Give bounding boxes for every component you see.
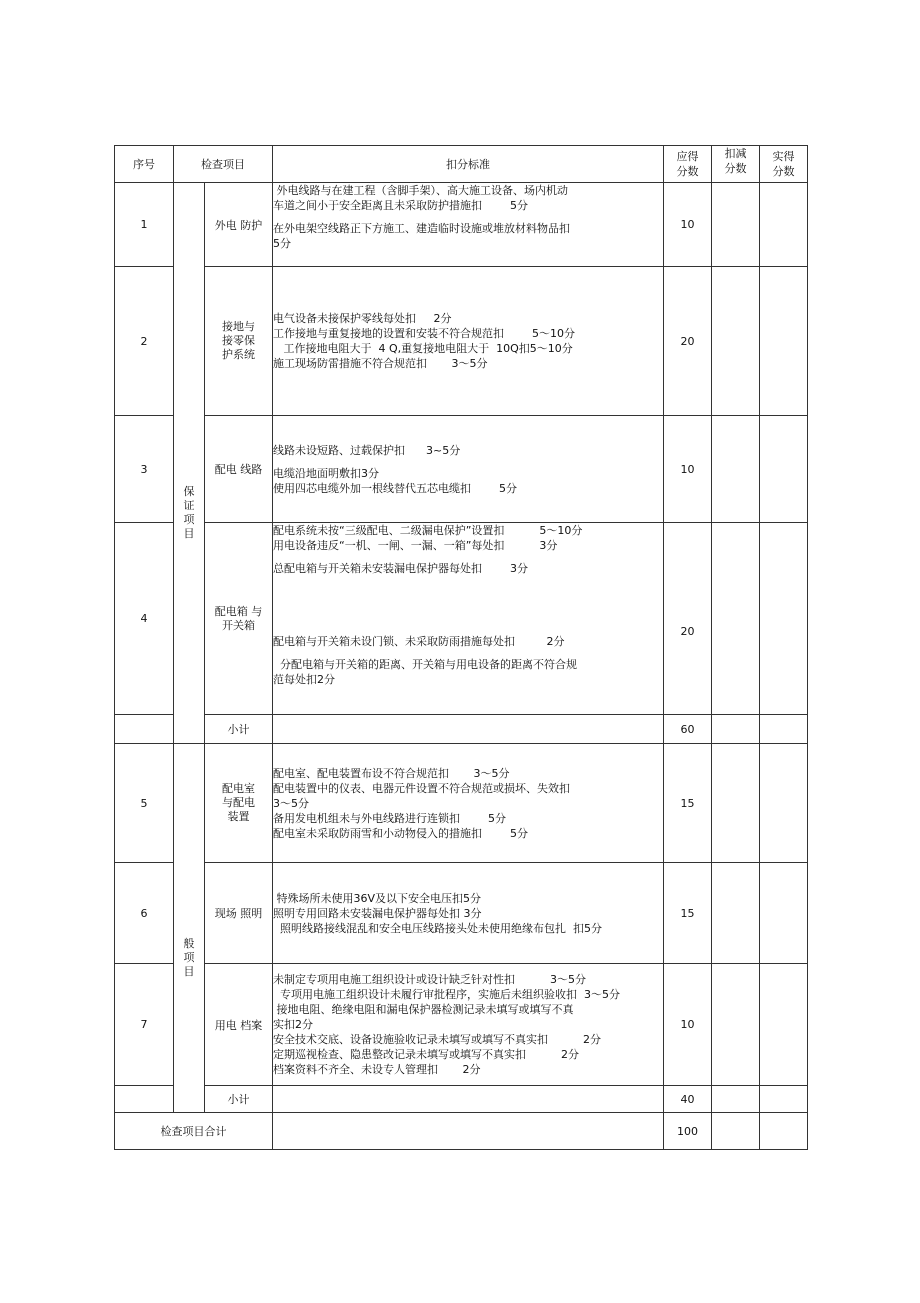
total-label: 检查项目合计 [115, 1113, 273, 1150]
standard-line: 外电线路与在建工程（含脚手架）、高大施工设备、场内机动 [273, 184, 568, 197]
standard-line: 5分 [273, 237, 291, 250]
category-char: 般 [183, 937, 195, 950]
row-seq: 7 [115, 964, 174, 1086]
table-row [115, 523, 808, 715]
row-actual-score [760, 267, 808, 416]
subtotal-row [115, 1086, 808, 1113]
header-seq: 序号 [115, 146, 174, 183]
item-line: 与配电 [222, 796, 255, 809]
item-line: 装置 [227, 810, 250, 823]
row-item: 外电 防护 [205, 183, 273, 267]
standard-line: 备用发电机组未与外电线路进行连锁扣 5分 [273, 811, 506, 825]
header-check-item: 检查项目 [174, 146, 273, 183]
item-line: 接零保 [222, 334, 255, 347]
subtotal-seq-empty [115, 715, 174, 744]
row-deduct-score [712, 1113, 760, 1150]
standard-line: 配电箱与开关箱未设门锁、未采取防雨措施每处扣 2分 [273, 635, 565, 648]
item-line: 接地与 [222, 320, 255, 333]
standard-line: 配电室、配电装置布设不符合规范扣 3～5分 [273, 766, 510, 780]
header-deduct-score-line2: 分数 [724, 162, 747, 175]
row-due-score: 10 [664, 964, 712, 1086]
standard-line: 使用四芯电缆外加一根线替代五芯电缆扣 5分 [273, 481, 517, 495]
item-line: 开关箱 [222, 618, 255, 632]
standard-line: 定期巡视检查、隐患整改记录未填写或填写不真实扣 2分 [273, 1048, 579, 1061]
standard-line: 配电装置中的仪表、电器元件设置不符合规范或损坏、失效扣 [273, 781, 570, 795]
row-item [205, 523, 273, 715]
standard-line: 总配电箱与开关箱未安装漏电保护器每处扣 3分 [273, 562, 528, 575]
row-standard [273, 863, 664, 964]
standard-line: 分配电箱与开关箱的距离、开关箱与用电设备的距离不符合规 [273, 658, 577, 671]
standard-line: 照明专用回路未安装漏电保护器每处扣 3分 [273, 906, 482, 920]
category-char: 证 [183, 499, 195, 512]
subtotal-seq-empty [115, 1086, 174, 1113]
category-char: 目 [183, 965, 195, 978]
subtotal-row [115, 715, 808, 744]
header-deduct-score [712, 146, 760, 183]
header-deduct-score-line1: 扣减 [724, 147, 747, 160]
row-standard [273, 523, 664, 715]
row-standard [273, 183, 664, 267]
row-item: 配电 线路 [205, 416, 273, 523]
row-actual-score [760, 964, 808, 1086]
category-char: 保 [183, 485, 195, 498]
row-item [205, 744, 273, 863]
header-actual-score-line1: 实得 [772, 150, 795, 163]
standard-line: 专项用电施工组织设计未履行审批程序，实施后未组织验收扣 3～5分 [273, 988, 620, 1001]
table-row [115, 183, 808, 267]
row-seq: 3 [115, 416, 174, 523]
item-line: 配电箱 与 [214, 604, 263, 618]
subtotal-label: 小计 [205, 715, 273, 744]
standard-line: 配电系统未按“三级配电、二级漏电保护”设置扣 5～10分 [273, 524, 583, 537]
row-due-score: 15 [664, 863, 712, 964]
row-actual-score [760, 1113, 808, 1150]
standard-line: 照明线路接线混乱和安全电压线路接头处未使用绝缘布包扎 扣5分 [273, 921, 602, 935]
row-due-score: 20 [664, 523, 712, 715]
row-deduct-score [712, 744, 760, 863]
standard-line: 实扣2分 [273, 1018, 313, 1031]
row-deduct-score [712, 416, 760, 523]
subtotal-score: 60 [664, 715, 712, 744]
header-due-score-line1: 应得 [676, 150, 699, 163]
row-actual-score [760, 863, 808, 964]
standard-line: 3～5分 [273, 796, 309, 810]
row-item [205, 267, 273, 416]
category-char: 项 [183, 951, 195, 964]
total-standard-empty [273, 1113, 664, 1150]
standard-line: 电气设备未接保护零线每处扣 2分 [273, 312, 452, 325]
standard-line: 工作接地电阻大于 4 Q,重复接地电阻大于 10Q扣5～10分 [273, 342, 573, 355]
row-seq: 4 [115, 523, 174, 715]
standard-line: 配电室未采取防雨雪和小动物侵入的措施扣 5分 [273, 826, 528, 840]
table-row [115, 416, 808, 523]
row-due-score: 20 [664, 267, 712, 416]
header-actual-score [760, 146, 808, 183]
row-seq: 5 [115, 744, 174, 863]
row-deduct-score [712, 267, 760, 416]
item-line: 护系统 [222, 348, 255, 361]
row-actual-score [760, 715, 808, 744]
standard-line: 未制定专项用电施工组织设计或设计缺乏针对性扣 3～5分 [273, 973, 586, 986]
subtotal-score: 40 [664, 1086, 712, 1113]
standard-line: 车道之间小于安全距离且未采取防护措施扣 5分 [273, 199, 528, 212]
standard-line: 施工现场防雷措施不符合规范扣 3～5分 [273, 357, 488, 370]
category-char: 项 [183, 513, 195, 526]
standard-line: 范每处扣2分 [273, 673, 335, 686]
row-actual-score [760, 183, 808, 267]
row-actual-score [760, 744, 808, 863]
standard-line: 用电设备违反“一机、一闸、一漏、一箱”每处扣 3分 [273, 539, 558, 552]
row-item: 用电 档案 [205, 964, 273, 1086]
table-row [115, 964, 808, 1086]
standard-line: 电缆沿地面明敷扣3分 [273, 466, 379, 480]
row-deduct-score [712, 964, 760, 1086]
standard-line: 安全技术交底、设备设施验收记录未填写或填写不真实扣 2分 [273, 1033, 601, 1046]
row-due-score: 10 [664, 183, 712, 267]
category-general [174, 744, 205, 1113]
table-row [115, 267, 808, 416]
row-seq: 1 [115, 183, 174, 267]
table-row [115, 863, 808, 964]
row-deduct-score [712, 715, 760, 744]
row-standard [273, 267, 664, 416]
row-seq: 2 [115, 267, 174, 416]
standard-line: 接地电阻、绝缘电阻和漏电保护器检测记录未填写或填写不真 [273, 1003, 574, 1016]
row-due-score: 10 [664, 416, 712, 523]
item-line: 配电室 [222, 782, 255, 795]
standard-line: 特殊场所未使用36V及以下安全电压扣5分 [273, 891, 482, 905]
subtotal-label: 小计 [205, 1086, 273, 1113]
row-actual-score [760, 416, 808, 523]
total-score: 100 [664, 1113, 712, 1150]
standard-line: 在外电架空线路正下方施工、建造临时设施或堆放材料物品扣 [273, 222, 570, 235]
row-standard [273, 964, 664, 1086]
standard-line: 线路未设短路、过载保护扣 3~5分 [273, 443, 461, 457]
total-row [115, 1113, 808, 1150]
row-deduct-score [712, 523, 760, 715]
row-item: 现场 照明 [205, 863, 273, 964]
subtotal-standard-empty [273, 715, 664, 744]
row-deduct-score [712, 1086, 760, 1113]
subtotal-standard-empty [273, 1086, 664, 1113]
header-row [115, 146, 808, 183]
row-deduct-score [712, 863, 760, 964]
standard-line: 档案资料不齐全、未设专人管理扣 2分 [273, 1063, 481, 1076]
category-char: 目 [183, 527, 195, 540]
row-deduct-score [712, 183, 760, 267]
header-standard: 扣分标准 [273, 146, 664, 183]
row-seq: 6 [115, 863, 174, 964]
row-standard [273, 416, 664, 523]
inspection-table [114, 145, 808, 1150]
row-actual-score [760, 523, 808, 715]
header-actual-score-line2: 分数 [772, 165, 795, 178]
row-actual-score [760, 1086, 808, 1113]
category-guarantee [174, 183, 205, 744]
row-standard [273, 744, 664, 863]
header-due-score-line2: 分数 [676, 165, 699, 178]
header-due-score [664, 146, 712, 183]
row-due-score: 15 [664, 744, 712, 863]
standard-line: 工作接地与重复接地的设置和安装不符合规范扣 5～10分 [273, 327, 575, 340]
table-row [115, 744, 808, 863]
